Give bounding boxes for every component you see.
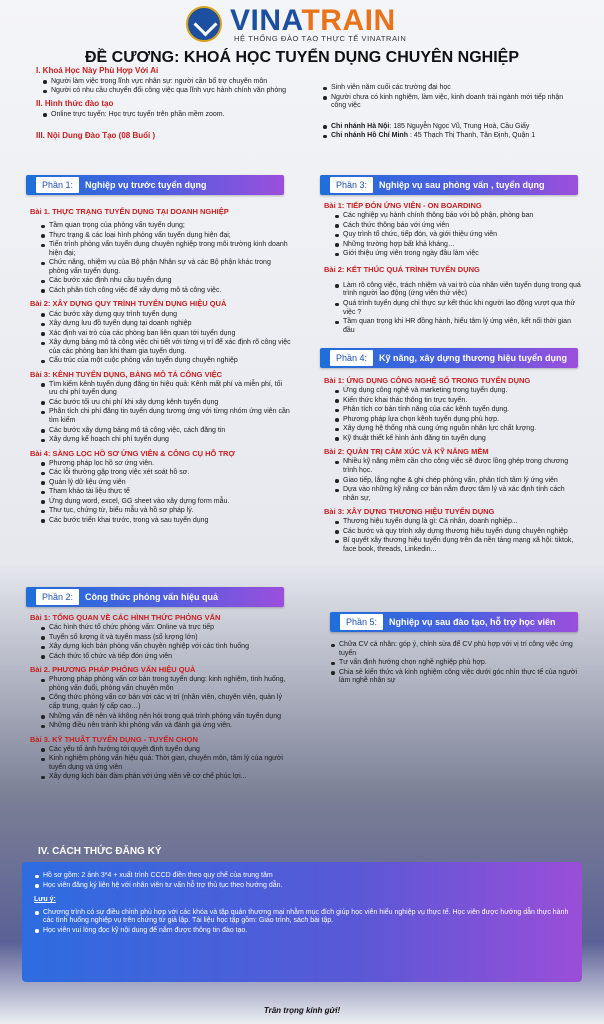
part-4-banner: Phần 4: Kỹ năng, xây dựng thương hiệu tuyển dụng [320,348,578,368]
lesson-list [40,311,292,366]
lesson-list [40,222,292,295]
part-5-content [330,641,582,687]
list-item: Thương hiệu tuyển dụng là gì: Cá nhân, doanh nghiệp... [334,518,582,527]
section-3-heading: III. Nội Dung Đào Tạo (08 Buổi ) [36,131,156,141]
list-item: Những điều nên tránh khi phỏng vấn và đánh giá ứng viên. [40,722,292,731]
section-1-list [42,78,296,96]
list-item: Các yếu tố ảnh hưởng tới quyết định tuyển dụng [40,746,292,755]
list-item: Các bước triển khai trước, trong và sau tuyển dụng [40,517,292,526]
list-item: Xây dựng kịch bản đàm phán với ứng viên về cơ chế phúc lợi... [40,773,292,782]
list-item: Người có nhu cầu chuyển đổi công việc qua lĩnh vực hành chính văn phòng [42,87,296,96]
part-3-banner: Phần 3: Nghiệp vụ sau phỏng vấn , tuyển dụng [320,175,578,195]
list-item: Tuyển số lượng ít và tuyển mass (số lượng lớn) [40,634,292,643]
list-item: Tầm quan trọng khi HR đồng hành, hiểu tâm lý ứng viên, kết nối thời gian đầu [334,318,582,335]
list-item: Các bước tối ưu chi phí khi xây dựng kênh tuyển dụng [40,399,292,408]
list-item: Ứng dụng word, excel, GG sheet vào xây dựng form mẫu. [40,498,292,507]
list-item: Xác định vai trò của các phòng ban liên quan tới tuyển dụng [40,330,292,339]
list-item: Các bước xác định nhu cầu tuyển dụng [40,277,292,286]
list-item: Cấu trúc của một cuộc phỏng vấn tuyển dụng chuyên nghiệp [40,357,292,366]
list-item: Tư vấn định hướng chọn nghề nghiệp phù hợp. [330,659,582,668]
logo [0,6,604,42]
list-item: Kỹ thuật thiết kế hình ảnh đăng tin tuyển dụng [334,435,582,444]
list-item: Xây dựng kế hoạch chi phí tuyển dụng [40,436,292,445]
section-2-heading: II. Hình thức đào tạo [36,98,114,108]
lesson-heading: Bài 2. PHƯƠNG PHÁP PHỎNG VẤN HIỆU QUẢ [30,665,196,675]
list-item: Chữa CV cá nhân: góp ý, chỉnh sửa để CV phù hợp với vị trí công việc ứng tuyển [330,641,582,658]
list-item: Phương pháp lựa chọn kênh tuyển dụng phù hợp. [334,416,582,425]
lesson-heading: Bài 2: KẾT THÚC QUÁ TRÌNH TUYỂN DỤNG [324,264,480,274]
list-item: Bí quyết xây thương hiệu tuyển dụng trên đa nền tảng mạng xã hội: tiktok, face book, threads, Linkedin... [334,537,582,554]
list-item: Chia sẻ kiến thức và kinh nghiệm công việc dưới góc nhìn thực tế của người làm nghề nhân sự [330,669,582,686]
lesson-list [334,518,582,554]
list-item: Ứng dụng công nghệ và marketing trong tuyển dụng. [334,387,582,396]
list-item: Cách phân tích công việc để xây dựng mô tả công việc. [40,287,292,296]
list-item: Tiến trình phỏng vấn tuyển dụng chuyên nghiệp trong môi trường kinh doanh hiện đại; [40,241,292,258]
branch-hanoi: Chi nhánh Hà Nội: 185 Nguyễn Ngọc Vũ, Trung Hoà, Cầu Giấy [322,123,572,132]
list-item: Tham khảo tài liệu thực tế [40,488,292,497]
lesson-list [334,458,582,503]
branch-list [322,123,572,141]
vinatrain-emblem-icon [186,6,222,42]
lesson-heading: Bài 1. THỰC TRẠNG TUYỂN DỤNG TẠI DOANH NGHIỆP [30,207,229,216]
lesson-heading: Bài 1: TIẾP ĐÓN ỨNG VIÊN - ON BOARDING [324,201,482,210]
lesson-list [40,746,292,782]
list-item: Online trực tuyến: Học trực tuyến trên phần mềm zoom. [42,111,296,120]
list-item: Dựa vào những kỹ năng cơ bản nắm được tâm lý và xác định tính cách nhân sự, [334,486,582,503]
list-item: Xây dựng lưu đồ tuyển dụng tại doanh nghiệp [40,320,292,329]
list-item: Các bước xây dựng quy trình tuyển dụng [40,311,292,320]
part-4-content [324,376,582,555]
list-item: Tầm quan trọng của phỏng vấn tuyển dụng; [40,222,292,231]
list-item: Sinh viên năm cuối các trường đại học [322,84,572,93]
lesson-list [334,212,582,259]
lesson-list [40,676,292,730]
list-item: Kinh nghiệm phỏng vấn hiệu quả: Thời gian, chuyên môn, tâm lý của người tuyển dụng và ứng viên [40,755,292,772]
list-item: Phương pháp phỏng vấn cơ bản trong tuyển dụng: kinh nghiệm, tình huống, phỏng vấn đuổi, phỏng vấn chuyên môn [40,676,292,693]
list-item: Phân tích cơ bản tính năng của các kênh tuyển dụng. [334,406,582,415]
lesson-list [40,381,292,445]
list-item: Tìm kiếm kênh tuyển dụng đăng tin hiệu quả: Kênh mất phí và miễn phí, tối ưu chi phí tuyển dụng [40,381,292,398]
list-item: Người làm việc trong lĩnh vực nhân sự: người cần bổ trợ chuyên môn [42,78,296,87]
lesson-list [40,460,292,526]
list-item: Xây dựng hệ thống nhà cung ứng nguồn nhân lực chất lượng. [334,425,582,434]
lesson-list [334,282,582,335]
lesson-heading: Bài 3: XÂY DỰNG THƯƠNG HIỆU TUYỂN DỤNG [324,507,495,517]
lesson-heading: Bài 3. KỸ THUẬT TUYỂN DỤNG - TUYỂN CHỌN [30,734,198,744]
list-item: Kiến thức khai thác thông tin trực tuyến. [334,397,582,406]
lesson-heading: Bài 4: SÀNG LỌC HỒ SƠ ỨNG VIÊN & CÔNG CỤ HỖ TRỢ [30,448,235,458]
part-1-banner: Phần 1: Nghiệp vụ trước tuyển dụng [26,175,284,195]
list-item: Công thức phỏng vấn cơ bản với các vị trí (nhân viên, chuyên viên, quản lý cấp trung, quản lý cấp cao…) [40,694,292,711]
list-item: Quy trình tổ chức, tiếp đón, và giới thiệu ứng viên [334,231,582,240]
list-item: Những trường hợp bất khả kháng… [334,241,582,250]
list-item: Phân tích chi phí đăng tin tuyển dụng tương ứng với từng nhóm ứng viên cần tìm kiếm [40,408,292,425]
list-item: Nhiều kỹ năng mềm cần cho công việc sẽ được lồng ghép trong chương trình học. [334,458,582,475]
lesson-list [40,624,292,661]
list-item: Làm rõ công việc, trách nhiệm và vai trò của nhân viên tuyển dụng trong quá trình người lao động (ứng viên thử việc) [334,282,582,299]
list-item: Quản lý dữ liệu ứng viên [40,479,292,488]
list-item: Thực trạng & các loại hình phỏng vấn tuyển dụng hiện đại; [40,232,292,241]
list-item: Phương pháp lọc hồ sơ ứng viên. [40,460,292,469]
list-item: Người chưa có kinh nghiệm, làm việc, kinh doanh trái ngành mới tiếp nhận công việc [322,94,572,111]
list-item: Thư tục, chứng từ, biểu mẫu và hồ sơ pháp lý. [40,507,292,516]
list-item: Giao tiếp, lắng nghe & ghi chép phỏng vấn, phân tích tâm lý ứng viên [334,477,582,486]
list-item: Chức năng, nhiệm vụ của Bộ phận Nhân sự và các Bộ phận khác trong phỏng vấn tuyển dụng. [40,259,292,276]
section-1-heading: I. Khoá Học Này Phù Hợp Với Ai [36,66,159,75]
lesson-heading: Bài 1: ỨNG DỤNG CÔNG NGHỆ SỐ TRONG TUYỂN DỤNG [324,376,531,385]
list-item: Cách thức tổ chức và tiếp đón ứng viên [40,653,292,662]
list-item: Những vấn đề nên và không nên hỏi trong quá trình phỏng vấn tuyển dụng [40,713,292,722]
list-item: Các bước và quy trình xây dựng thương hiệu tuyển dụng chuyên nghiệp [334,528,582,537]
intro-right [322,84,572,142]
note-heading: Lưu ý: [34,896,56,904]
part-5-banner: Phần 5: Nghiệp vụ sau đào tạo, hỗ trợ học viên [330,612,578,632]
list-item: Hồ sơ gồm: 2 ảnh 3*4 + xuất trình CCCD điền theo quy chế của trung tâm [34,872,570,881]
list-item: Học viên đăng ký liên hệ với nhân viên tư vấn hỗ trợ thủ tục theo hướng dẫn. [34,882,570,891]
section-2-list [42,111,296,120]
list-item: Các bước xây dựng bảng mô tả công việc, cách đăng tin [40,427,292,436]
note-list [34,909,570,936]
list-item: Xây dựng kịch bản phỏng vấn chuyên nghiệp với các tình huống [40,643,292,652]
part-2-banner: Phần 2: Công thức phỏng vấn hiệu quả [26,587,284,607]
lesson-heading: Bài 1: TỔNG QUAN VỀ CÁC HÌNH THỨC PHỎNG VẤN [30,613,221,622]
lesson-heading: Bài 2: XÂY DỰNG QUY TRÌNH TUYỂN DỤNG HIỆU QUẢ [30,299,227,309]
branch-hcm: Chi nhánh Hồ Chí Minh : 45 Thạch Thị Thanh, Tân Định, Quận 1 [322,132,572,141]
registration-list [34,872,570,890]
list-item: Học viên vui lòng đọc kỹ nội dung để nắm được thông tin đào tạo. [34,927,570,936]
logo-tagline: HỆ THỐNG ĐÀO TẠO THỰC TẾ VINATRAIN [234,34,407,43]
lesson-heading: Bài 2: QUẢN TRỊ CẢM XÚC VÀ KỸ NĂNG MỀM [324,447,489,457]
logo-wordmark: VINATRAIN [230,4,396,37]
audience-list-continued [322,84,572,111]
page-title: ĐỀ CƯƠNG: KHOÁ HỌC TUYỂN DỤNG CHUYÊN NGHIỆP [84,49,520,66]
list-item: Chương trình có sự điều chỉnh phù hợp với các khóa và tập quán thương mại nhằm mục đích giúp học viên hiểu nghiệp vụ thực tế. Học viên được hướng dẫn thực hành các tình huống nghiệp vụ trên chứng từ giả lập. Tài liệu học tập gồm: Giáo trình, sách bài tập. [34,909,570,926]
part-2-content [30,613,292,783]
list-item: Cách thức thông báo với ứng viên [334,222,582,231]
list-item: Các hình thức tổ chức phỏng vấn: Online và trực tiếp [40,624,292,633]
list-item: Các lỗi thường gặp trong việc xét soát hồ sơ. [40,469,292,478]
intro-left [36,66,296,141]
registration-box [22,862,582,982]
registration-heading: IV. CÁCH THỨC ĐĂNG KÝ [38,846,162,857]
lesson-list [330,641,582,686]
part-1-content [30,207,292,526]
list-item: Xây dựng bảng mô tả công việc chi tiết với từng vị trí để xác định rõ công việc của các phòng ban khi tham gia tuyển dụng. [40,339,292,356]
part-3-content [324,201,582,336]
lesson-heading: Bài 3: KÊNH TUYỂN DỤNG, BẢNG MÔ TẢ CÔNG VIỆC [30,369,223,379]
lesson-list [334,387,582,443]
list-item: Các nghiệp vụ hành chính thông báo với bộ phận, phòng ban [334,212,582,221]
closing-text: Trân trọng kính gửi! [263,1006,341,1015]
list-item: Quá trình tuyển dụng chỉ thực sự kết thúc khi người lao động vượt qua thử việc ? [334,300,582,317]
list-item: Giới thiệu ứng viên trong ngày đầu làm việc [334,250,582,259]
